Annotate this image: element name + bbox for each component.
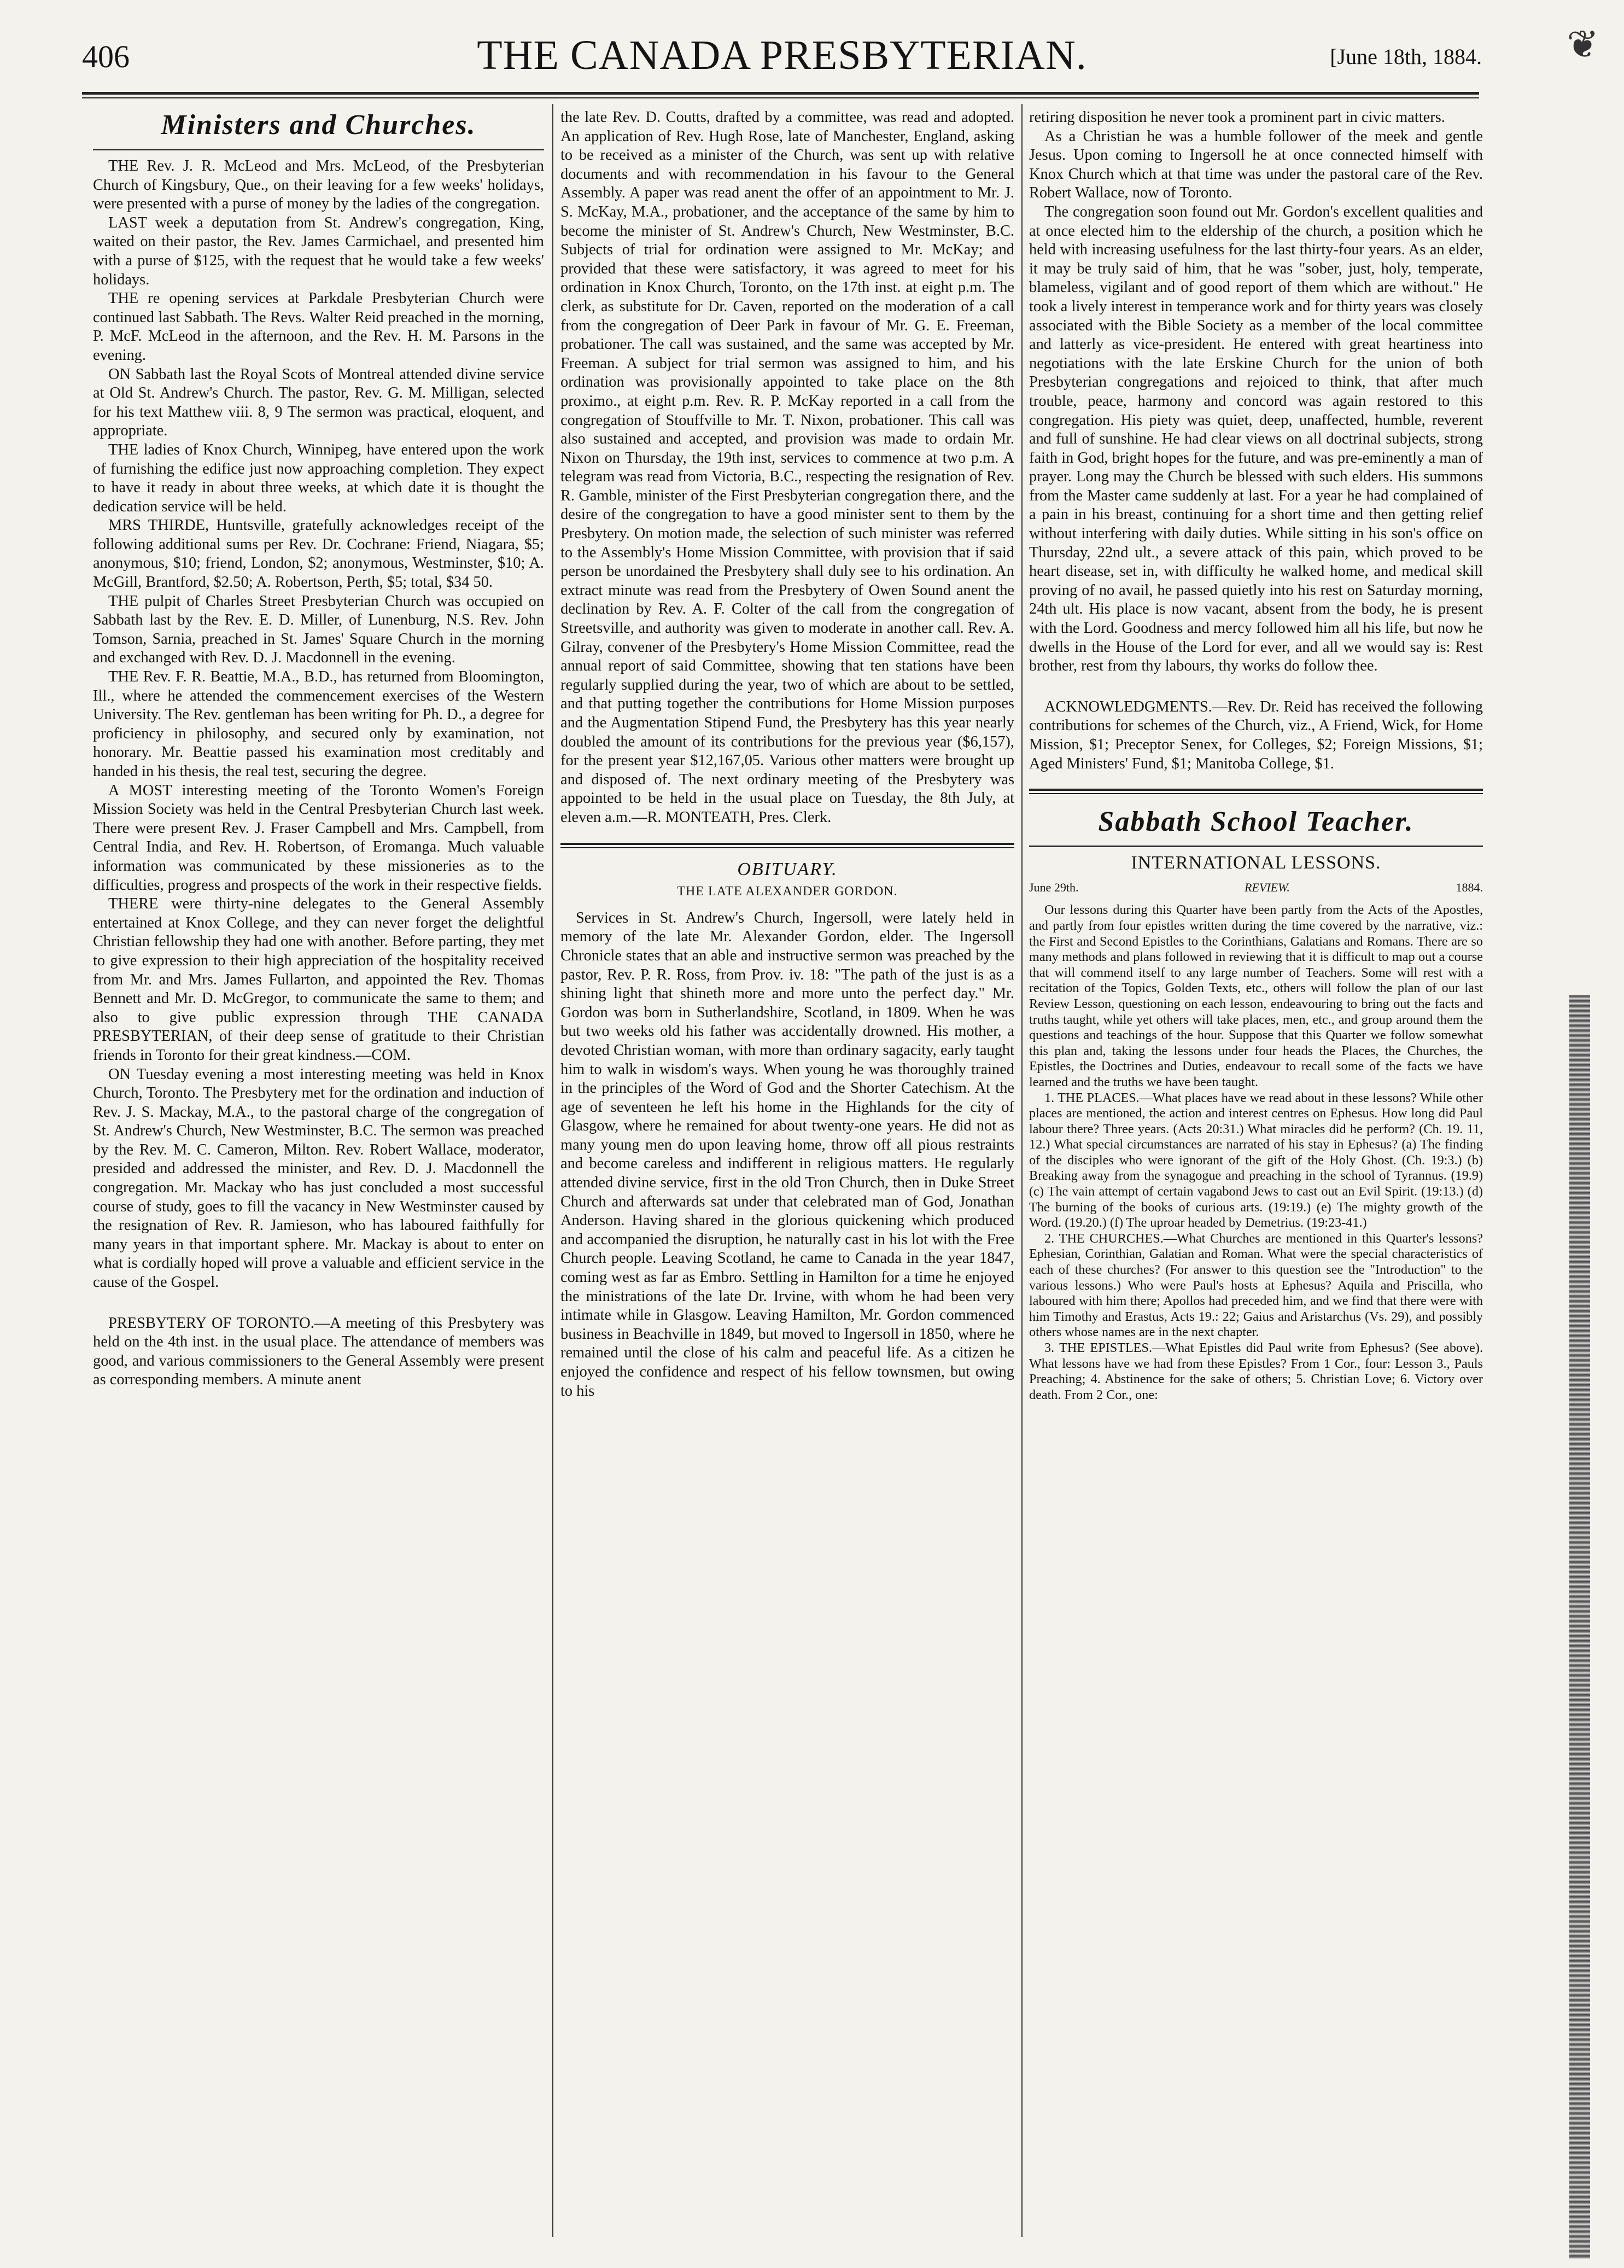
lesson-text: 3. THE EPISTLES.—What Epistles did Paul write from Ephesus? (See above). What lessons have we had from these Epistles? From 1 Cor., four: Lesson 3., Pauls Preaching; 4. Abstinence for the sake of others; 5. Christian Love; 6. Victory over death. From 2 Cor., one:: [1029, 1340, 1483, 1402]
column-divider-2: [1021, 104, 1023, 2237]
header-rule-thin: [82, 97, 1479, 98]
news-item: THE Rev. F. R. Beattie, M.A., B.D., has returned from Bloomington, Ill., where he attended the commencement exercises of the Western University. The Rev. gentleman has been writing for Ph. D., a degree for proficiency in philosophy, and secured only by examination, not honorary. Mr. Beattie passed his examination most creditably and handed in his thesis, the real test, securing the degree.: [93, 668, 544, 780]
column-3: [1029, 108, 1483, 1403]
news-item: THE Rev. J. R. McLeod and Mrs. McLeod, of the Presbyterian Church of Kingsbury, Que., on their leaving for a few weeks' holidays, were presented with a purse of money by the ladies of the congregation.: [93, 158, 544, 213]
page-edge-ornament: ❦: [1567, 24, 1599, 66]
obituary-heading: OBITUARY.: [737, 859, 838, 879]
news-item: the late Rev. D. Coutts, drafted by a committee, was read and adopted. An application of Rev. Hugh Rose, late of Manchester, England, asking to be received as a minister of the Church, was sent up with relative documents and with recommendation in his favour to the General Assembly. A paper was read anent the offer of an appointment to Mr. J. S. McKay, M.A., probationer, and the acceptance of the same by him to become the minister of St. Andrew's Church, New Westminster, B.C. Subjects of trial for ordination were assigned to Mr. McKay; and provided that these were satisfactory, it was agreed to meet for his ordination in Knox Church, Toronto, on the 17th inst. at eight p.m. The clerk, as substitute for Dr. Caven, reported on the moderation of a call from the congregation of Deer Park in favour of Mr. G. E. Freeman, probationer. The call was sustained, and the same was accepted by Mr. Freeman. A subject for trial sermon was assigned to him, and his ordination was provisionally appointed to take place on the 8th proximo., at eight p.m. Rev. R. P. McKay reported in a call from the congregation of Stouffville to Mr. T. Nixon, probationer. This call was also sustained and accepted, and provision was made to ordain Mr. Nixon on Thursday, the 19th inst, services to commence at two p.m. A telegram was read from Victoria, B.C., respecting the resignation of Rev. R. Gamble, minister of the First Presbyterian congregation there, and the desire of the congregation to have a good minister sent to them by the Presbytery. On motion made, the selection of such minister was referred to the Assembly's Home Mission Committee, with provision that if said person be unordained the Presbytery shall duly see to his ordination. An extract minute was read from the Presbytery of Owen Sound anent the declination by Rev. A. F. Colter of the call from the congregation of Streetsville, and authority was given to moderate in another call. Rev. A. Gilray, convener of the Presbytery's Home Mission Committee, read the annual report of said Committee, showing that ten stations have been regularly supplied during the year, two of which are about to be settled, and that putting together the contributions for Home Mission purposes and the Augmentation Stipend Fund, the Presbytery has this year nearly doubled the amount of its contributions for the previous year ($6,157), for the present year $12,167,05. Various other matters were brought up and disposed of. The next ordinary meeting of the Presbytery was appointed to be held in the usual place on Tuesday, the 8th July, at eleven a.m.—R. MONTEATH, Pres. Clerk.: [560, 109, 1014, 826]
column-divider-1: [552, 104, 553, 2237]
obituary-text: The congregation soon found out Mr. Gordon's excellent qualities and at once elected him to the eldership of the church, a position which he held with increasing usefulness for the last thirty-four years. As an elder, it may be truly said of him, that he was "sober, just, holy, temperate, blameless, vigilant and of good report of them which are without." He took a lively interest in temperance work and for thirty years was closely associated with the Bible Society as a member of the local committee and latterly as vice-president. He entered with great heartiness into negotiations with the late Erskine Church for the union of both Presbyterian congregations and rejoiced to think, that after much trouble, peace, harmony and concord was again restored to this congregation. His piety was quiet, deep, unaffected, humble, reverent and full of sunshine. He had clear views on all doctrinal subjects, strong faith in God, bright hopes for the future, and was pre-eminently a man of prayer. Long may the Church be blessed with such elders. His summons from the Master came suddenly at last. For a year he had complained of a pain in his breast, continuing for a short time and then getting relief without interfering with daily duties. While sitting in his son's office on Thursday, 22nd ult., a severe attack of this pain, which proved to be heart disease, set in, with difficulty he walked home, and medical skill proving of no avail, he passed quietly into his rest on Saturday morning, 24th ult. His place is now vacant, absent from the body, he is present with the Lord. Goodness and mercy followed him all his life, but now he dwells in the House of the Lord for ever, and all we would say is: Rest brother, rest from thy labours, thy works do follow thee.: [1029, 203, 1483, 675]
column-2: [560, 108, 1014, 1401]
heading-rule: [1029, 846, 1483, 847]
lesson-text: 2. THE CHURCHES.—What Churches are mentioned in this Quarter's lessons? Ephesian, Corinthian, Galatian and Roman. What were the special characteristics of each of these churches? (For answer to this question see the "Introduction" to the various lessons.) Who were Paul's hosts at Ephesus? Aquila and Priscilla, who laboured with him there; Apollos had preceded him, and we find that there were with him Timothy and Erastus, Acts 19.: 22; Gaius and Aristarchus (Vs. 29), and possibly others whose names are in the next chapter.: [1029, 1231, 1483, 1340]
lesson-date-line: [1029, 878, 1483, 897]
news-item: ON Tuesday evening a most interesting meeting was held in Knox Church, Toronto. The Presbytery met for the ordination and induction of Rev. J. S. Mackay, M.A., to the pastoral charge of the congregation of St. Andrew's Church, New Westminster, B.C. The sermon was preached by the Rev. M. C. Cameron, Milton. Rev. Robert Wallace, moderator, presided and addressed the minister, and Rev. D. J. Macdonnell the congregation. Mr. Mackay who has just concluded a most successful course of study, goes to fill the vacancy in New Westminster caused by the resignation of Rev. R. Jamieson, who has laboured faithfully for many years in that important sphere. Mr. Mackay is about to enter on what is cordially hoped will prove a valuable and efficient service in the cause of the Gospel.: [93, 1065, 544, 1291]
news-item: LAST week a deputation from St. Andrew's congregation, King, waited on their pastor, the Rev. James Carmichael, and presented him with a purse of $125, with the request that he would take a few weeks' holidays.: [93, 214, 544, 288]
acknowledgments-item: ACKNOWLEDGMENTS.—Rev. Dr. Reid has received the following contributions for schemes of the Church, viz., A Friend, Wick, for Home Mission, $1; Preceptor Senex, for Colleges, $2; Foreign Missions, $1; Aged Ministers' Fund, $1; Manitoba College, $1.: [1029, 698, 1483, 772]
news-item: THE ladies of Knox Church, Winnipeg, have entered upon the work of furnishing the edifice just now approaching completion. They expect to have it ready in about three weeks, at which date it is thought the dedication service will be held.: [93, 441, 544, 515]
heading-rule: [93, 149, 544, 150]
ministers-churches-heading: Ministers and Churches.: [161, 109, 476, 141]
section-double-rule: [1029, 789, 1483, 794]
news-item: PRESBYTERY OF TORONTO.—A meeting of this Presbytery was held on the 4th inst. in the usual place. The attendance of members was good, and various commissioners to the General Assembly were present as corresponding members. A minute anent: [93, 1314, 544, 1389]
lesson-text: Our lessons during this Quarter have been partly from the Acts of the Apostles, and partly from four epistles written during the time covered by the narrative, viz.: the First and Second Epistles to the Corinthians, Galatians and Romans. There are so many methods and plans followed in reviewing that it is difficult to map out a course that will commend itself to any large number of Teachers. Some will rest with a recitation of the Topics, Golden Texts, etc., others will follow the plan of our last Review Lesson, questioning on each lesson, endeavouring to bring out the facts and truths taught, while yet others will take places, men, etc., and group around them the questions and teachings of the hour. Suppose that this Quarter we follow somewhat this plan and, taking the lessons under four heads the Places, the Churches, the Epistles, the Doctrines and Duties, endeavour to recall some of the facts we have learned and the truths we have been taught.: [1029, 902, 1483, 1089]
news-item: ON Sabbath last the Royal Scots of Montreal attended divine service at Old St. Andrew's Church. The pastor, Rev. G. M. Milligan, selected for his text Matthew viii. 8, 9 The sermon was practical, eloquent, and appropriate.: [93, 365, 544, 440]
international-lessons-heading: INTERNATIONAL LESSONS.: [1131, 853, 1381, 873]
news-item: THE pulpit of Charles Street Presbyterian Church was occupied on Sabbath last by the Rev. E. D. Miller, of Lunenburg, N.S. Rev. John Tomson, Sarnia, preached in St. James' Square Church in the morning and exchanged with Rev. D. J. Macdonnell in the evening.: [93, 592, 544, 667]
header-rule: [82, 92, 1479, 95]
issue-date: [June 18th, 1884.: [1330, 44, 1482, 69]
sabbath-school-heading: Sabbath School Teacher.: [1098, 806, 1414, 838]
news-item: MRS THIRDE, Huntsville, gratefully acknowledges receipt of the following additional sums per Rev. Dr. Cochrane: Friend, Niagara, $5; anonymous, $10; friend, London, $2; anonymous, Westminster, $10; A. McGill, Brantford, $2.50; A. Robertson, Perth, $5; total, $34 50.: [93, 517, 544, 591]
lesson-text: 1. THE PLACES.—What places have we read about in these lessons? While other places are mentioned, the action and interest centres on Ephesus. How long did Paul labour there? Three years. (Acts 20:31.) What miracles did he perform? (Ch. 19. 11, 12.) What special circumstances are narrated of his stay in Ephesus? (a) The finding of the disciples who were ignorant of the gift of the Holy Ghost. (Ch. 19:3.) (b) Breaking away from the synagogue and preaching in the school of Tyrannus. (19.9) (c) The vain attempt of certain vagabond Jews to cast out an Evil Spirit. (19:13.) (d) The burning of the books of curious arts. (19:19.) (e) The mighty growth of the Word. (19.20.) (f) The uproar headed by Demetrius. (19:23-41.): [1029, 1090, 1483, 1231]
news-item: THE re opening services at Parkdale Presbyterian Church were continued last Sabbath. The Revs. Walter Reid preached in the morning, P. McF. McLeod in the afternoon, and the Rev. H. M. Parsons in the evening.: [93, 290, 544, 364]
lesson-title: REVIEW.: [1245, 880, 1290, 894]
obituary-subheading: THE LATE ALEXANDER GORDON.: [677, 884, 898, 899]
obituary-text: retiring disposition he never took a prominent part in civic matters.: [1029, 109, 1445, 126]
page-edge-texture: [1569, 995, 1590, 2259]
news-item: THERE were thirty-nine delegates to the General Assembly entertained at Knox College, and they can never forget the delightful Christian fellowship they had one with another. Before parting, they met to give expression to their high appreciation of the hospitality received from Mr. and Mrs. James Fullarton, and appointed the Rev. Thomas Bennett and Mr. D. McGregor, to communicate the same to them; and also to give public expression through THE CANADA PRESBYTERIAN, of their deep sense of gratitude to their Christian friends in Toronto for their great kindness.—COM.: [93, 895, 544, 1064]
newspaper-title: THE CANADA PRESBYTERIAN.: [477, 32, 1087, 78]
masthead: [82, 28, 1482, 100]
obituary-text: Services in St. Andrew's Church, Ingersoll, were lately held in memory of the late Mr. Alexander Gordon, elder. The Ingersoll Chronicle states that an able and instructive sermon was preached by the pastor, Rev. P. R. Ross, from Prov. iv. 18: "The path of the just is as a shining light that shineth more and more unto the perfect day." Mr. Gordon was born in Sutherlandshire, Scotland, in 1809. When he was but two weeks old his father was accidentally drowned. His mother, a devoted Christian woman, with more than ordinary sagacity, early taught him to walk in wisdom's ways. When young he was thoroughly trained in the principles of the Word of God and the Shorter Catechism. At the age of seventeen he left his home in the Highlands for the city of Glasgow, where he remained for about twenty-one years. He did not as many young men do upon leaving home, throw off all pious restraints and become careless and indifferent in religious matters. He regularly attended divine service, first in the old Tron Church, then in Duke Street Church and afterwards sat under that celebrated man of God, Jonathan Anderson. Having shared in the glorious quickening which produced and accompanied the disruption, he naturally cast in his lot with the Free Church people. Leaving Scotland, he came to Canada in the year 1847, coming west as far as Embro. Settling in Hamilton for a time he enjoyed the ministrations of the late Dr. Irvine, with whom he had been very intimate while in Glasgow. Leaving Hamilton, Mr. Gordon commenced business in Beachville in 1849, but moved to Ingersoll in 1850, where he remained until the close of his calm and peaceful life. As a citizen he enjoyed the confidence and respect of his fellow townsmen, but owing to his: [560, 909, 1014, 1400]
section-double-rule: [560, 843, 1014, 848]
lesson-date: June 29th.: [1029, 880, 1079, 894]
obituary-text: As a Christian he was a humble follower of the meek and gentle Jesus. Upon coming to Ingersoll he at once connected himself with Knox Church which at that time was under the pastoral care of the Rev. Robert Wallace, now of Toronto.: [1029, 127, 1483, 202]
lesson-year: 1884.: [1456, 880, 1483, 894]
column-1: [93, 108, 544, 1390]
page-number: 406: [82, 39, 130, 74]
news-item: A MOST interesting meeting of the Toronto Women's Foreign Mission Society was held in the Central Presbyterian Church last week. There were present Rev. J. Fraser Campbell and Mrs. Campbell, from Central India, and Rev. H. Robertson, of Eromanga. Much valuable information was communicated by these missioneries as to the difficulties, progress and prospects of the work in their respective fields.: [93, 782, 544, 894]
